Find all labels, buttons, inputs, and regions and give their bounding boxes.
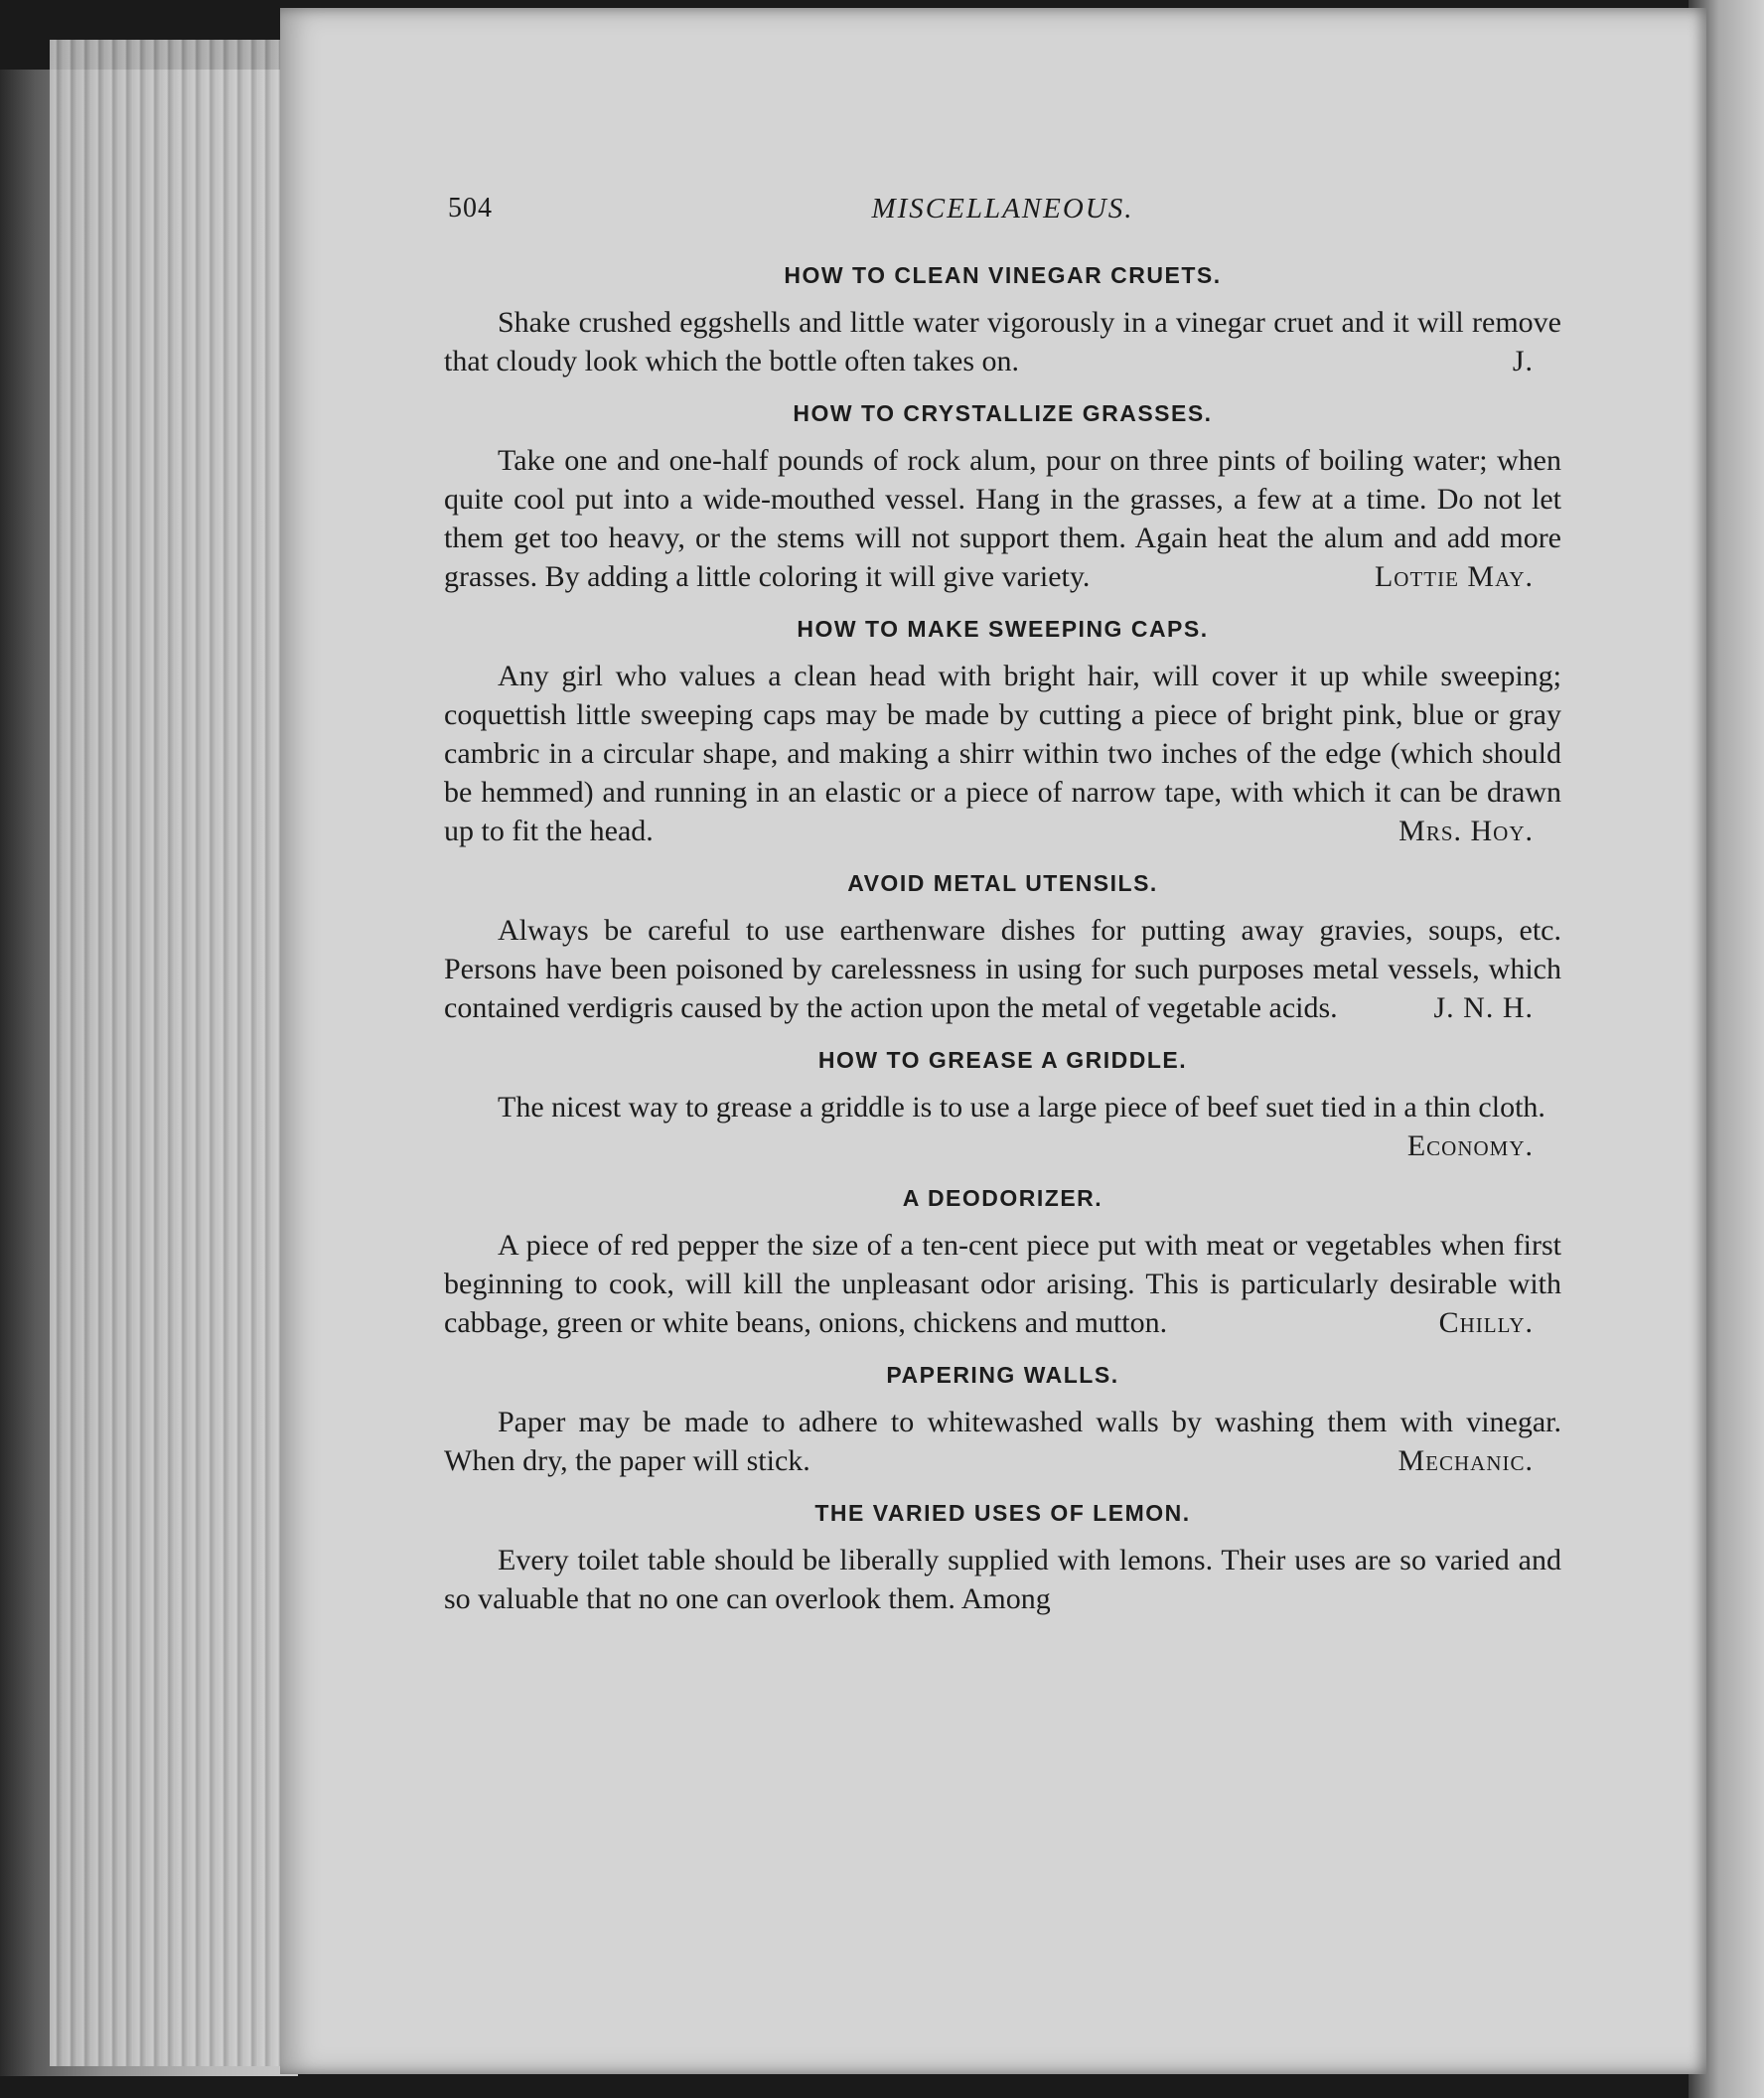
signature: Lottie May.: [1374, 560, 1534, 593]
section-body-text: Always be careful to use earthenware dishes for putting away gravies, soups, etc. Persons have been poisoned by carelessness in using for such purposes metal vessels, which contained verdigris caused by the action upon the metal of vegetable acids.: [444, 914, 1561, 1024]
section-heading: HOW TO GREASE A GRIDDLE.: [817, 1047, 1188, 1073]
section-heading: THE VARIED USES OF LEMON.: [814, 1500, 1191, 1526]
section-papering-walls: [444, 1362, 1561, 1480]
section-body: [444, 1088, 1561, 1165]
section-crystallize-grasses: [444, 400, 1561, 596]
section-body-text: Paper may be made to adhere to whitewashed walls by washing them with vinegar. When dry, the paper will stick.: [444, 1406, 1561, 1477]
section-body-text: Take one and one-half pounds of rock alum, pour on three pints of boiling water; when quite cool put into a wide-mouthed vessel. Hang in the grasses, a few at a time. Do not let them get too heavy, or the stems will not support them. Again heat the alum and add more grasses. By adding a little coloring it will give variety.: [444, 444, 1561, 593]
signature: J. N. H.: [1433, 991, 1534, 1024]
book-page: [280, 8, 1706, 2074]
signature: Chilly.: [1438, 1306, 1534, 1339]
section-body: [444, 1541, 1561, 1618]
section-body: [444, 1226, 1561, 1342]
section-vinegar-cruets: [444, 262, 1561, 380]
section-body-text: A piece of red pepper the size of a ten-cent piece put with meat or vegetables when first beginning to cook, will kill the unpleasant odor arising. This is particularly desirable with cabbage, green or white beans, onions, chickens and mutton.: [444, 1229, 1561, 1339]
signature: Economy.: [1406, 1129, 1534, 1162]
section-body: [444, 303, 1561, 380]
section-grease-griddle: [444, 1047, 1561, 1165]
section-body-text: The nicest way to grease a griddle is to use a large piece of beef suet tied in a thin cloth.: [498, 1091, 1545, 1124]
signature: J.: [1512, 345, 1534, 377]
section-heading: A DEODORIZER.: [902, 1185, 1103, 1211]
section-heading: HOW TO CRYSTALLIZE GRASSES.: [793, 400, 1213, 426]
section-body: [444, 657, 1561, 850]
page-edges-stack: [50, 40, 288, 2066]
running-title: MISCELLANEOUS.: [871, 193, 1134, 225]
running-head: [444, 193, 1561, 236]
section-sweeping-caps: [444, 616, 1561, 850]
signature: Mrs. Hoy.: [1398, 815, 1534, 847]
section-body: [444, 441, 1561, 596]
page-content: [444, 193, 1561, 1638]
section-body-text: Every toilet table should be liberally supplied with lemons. Their uses are so varied and so valuable that no one can overlook them. Among: [444, 1544, 1561, 1615]
section-uses-of-lemon: [444, 1500, 1561, 1618]
section-heading: HOW TO MAKE SWEEPING CAPS.: [797, 616, 1209, 642]
section-heading: HOW TO CLEAN VINEGAR CRUETS.: [784, 262, 1222, 288]
section-body-text: Shake crushed eggshells and little water vigorously in a vinegar cruet and it will remove that cloudy look which the bottle often takes on.: [444, 306, 1561, 377]
section-body-text: Any girl who values a clean head with bright hair, will cover it up while sweeping; coquettish little sweeping caps may be made by cutting a piece of bright pink, blue or gray cambric in a circular shape, and making a shirr within two inches of the edge (which should be hemmed) and running in an elastic or a piece of narrow tape, with which it can be drawn up to fit the head.: [444, 660, 1561, 847]
section-deodorizer: [444, 1185, 1561, 1342]
section-body: [444, 1403, 1561, 1480]
page-number: 504: [448, 193, 493, 224]
signature: Mechanic.: [1397, 1444, 1534, 1477]
section-heading: AVOID METAL UTENSILS.: [847, 870, 1158, 896]
section-heading: PAPERING WALLS.: [886, 1362, 1119, 1388]
section-metal-utensils: [444, 870, 1561, 1027]
section-body: [444, 911, 1561, 1027]
